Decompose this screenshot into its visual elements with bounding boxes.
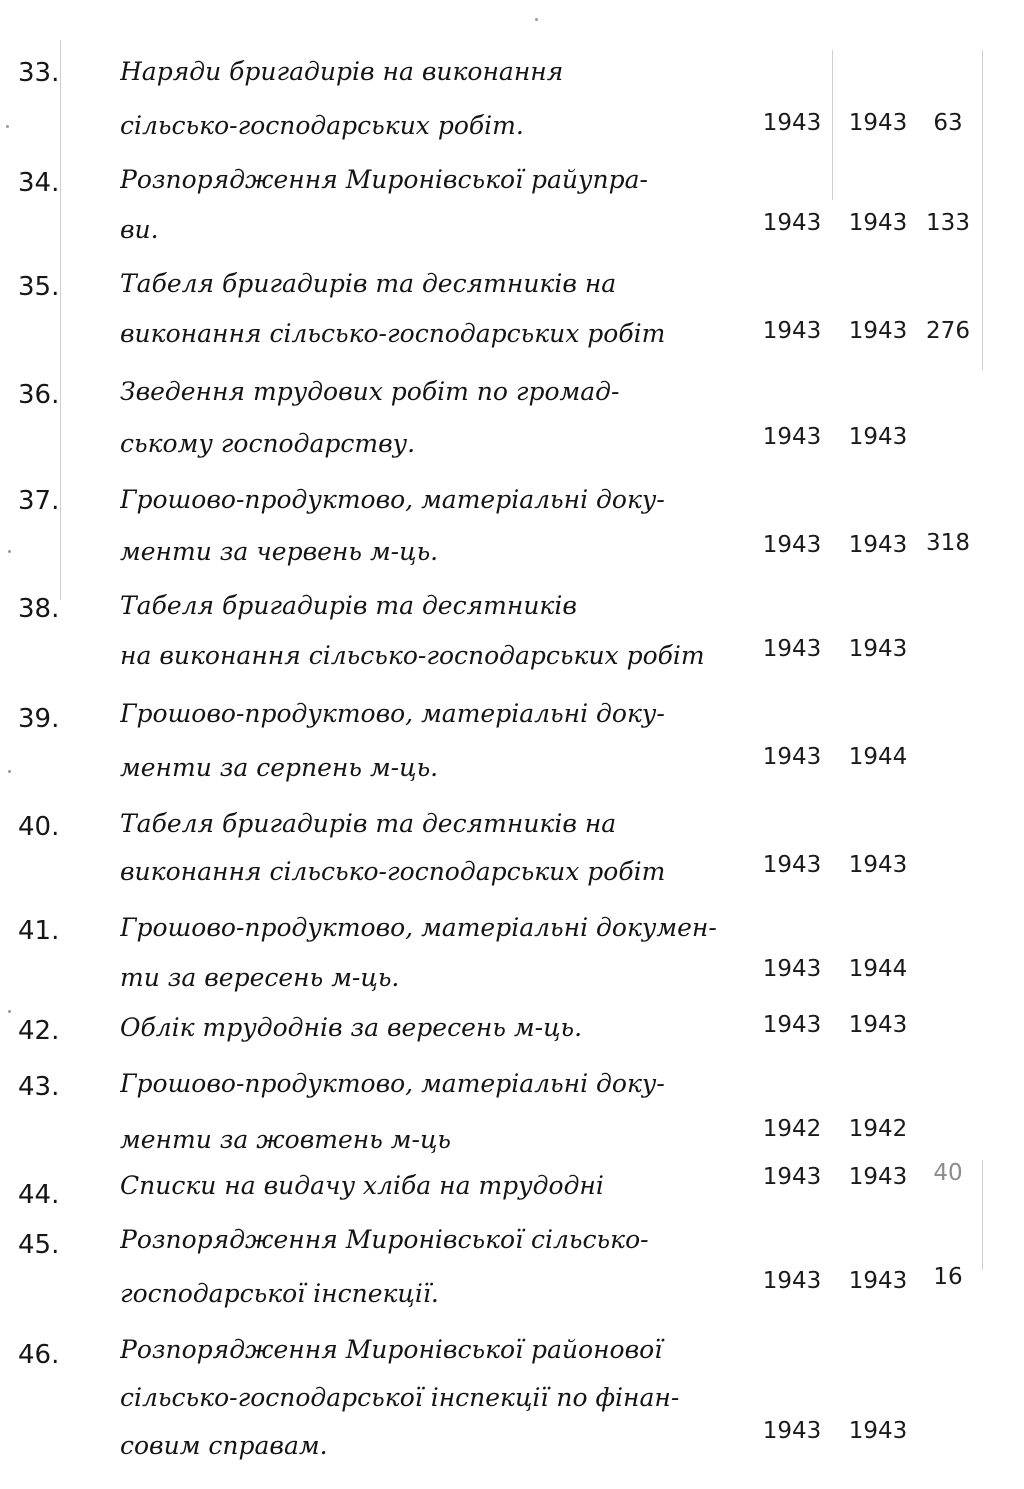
year-end: 1944 <box>848 956 908 982</box>
page-count-pencil: 40 <box>933 1160 963 1186</box>
entry-title-line: Грошово-продуктово, матеріальні доку- <box>120 699 665 728</box>
entry-title-line: сільсько-господарської інспекції по фінан- <box>120 1383 680 1412</box>
year-start: 1942 <box>762 1116 822 1142</box>
year-start: 1943 <box>762 636 822 662</box>
scan-speck <box>6 125 9 128</box>
entry-title-line: виконання сільсько-господарських робіт <box>120 857 666 886</box>
page-count: 63 <box>933 110 963 136</box>
entry-title-line: менти за жовтень м-ць <box>120 1125 452 1154</box>
entry-number: 38. <box>18 594 60 624</box>
entry-title-line: виконання сільсько-господарських робіт <box>120 319 666 348</box>
entry-title-line: Грошово-продуктово, матеріальні доку- <box>120 485 665 514</box>
entry-number: 37. <box>18 486 60 516</box>
entry-title-line: Облік трудоднів за вересень м-ць. <box>120 1013 583 1042</box>
entry-number: 42. <box>18 1016 60 1046</box>
year-start: 1943 <box>762 318 822 344</box>
entry-title-line: ти за вересень м-ць. <box>120 963 400 992</box>
year-end: 1943 <box>848 532 908 558</box>
year-end: 1943 <box>848 1268 908 1294</box>
year-start: 1943 <box>762 1012 822 1038</box>
entry-number: 40. <box>18 812 60 842</box>
page-count: 318 <box>926 530 970 556</box>
year-start: 1943 <box>762 852 822 878</box>
entry-number: 41. <box>18 916 60 946</box>
entry-title-line: Зведення трудових робіт по громад- <box>120 377 620 406</box>
year-end: 1943 <box>848 1164 908 1190</box>
year-end: 1943 <box>848 318 908 344</box>
page-count: 276 <box>926 318 970 344</box>
entry-title-line: Табеля бригадирів та десятників <box>120 591 577 620</box>
year-end: 1943 <box>848 852 908 878</box>
entry-title-line: Розпорядження Миронівської сільсько- <box>120 1225 649 1254</box>
year-start: 1943 <box>762 210 822 236</box>
year-start: 1943 <box>762 532 822 558</box>
right-column-rule <box>982 50 983 370</box>
year-start: 1943 <box>762 1418 822 1444</box>
entry-number: 44. <box>18 1180 60 1210</box>
entry-title-line: Грошово-продуктово, матеріальні докумен- <box>120 913 717 942</box>
entry-title-line: Грошово-продуктово, матеріальні доку- <box>120 1069 665 1098</box>
year-end: 1943 <box>848 110 908 136</box>
entry-title-line: менти за червень м-ць. <box>120 537 439 566</box>
page-count: 133 <box>926 210 970 236</box>
entry-title-line: господарської інспекції. <box>120 1279 439 1308</box>
year-start: 1943 <box>762 1268 822 1294</box>
year-end: 1944 <box>848 744 908 770</box>
entry-number: 39. <box>18 704 60 734</box>
year-end: 1943 <box>848 1012 908 1038</box>
entry-title-line: менти за серпень м-ць. <box>120 753 439 782</box>
entry-number: 33. <box>18 58 60 88</box>
year-start: 1943 <box>762 1164 822 1190</box>
entry-title-line: Списки на видачу хліба на трудодні <box>120 1171 604 1200</box>
entry-title-line: Табеля бригадирів та десятників на <box>120 269 617 298</box>
entry-number: 45. <box>18 1230 60 1260</box>
entry-title-line: сільсько-господарських робіт. <box>120 111 524 140</box>
year-start: 1943 <box>762 110 822 136</box>
entry-number: 46. <box>18 1340 60 1370</box>
year-start: 1943 <box>762 956 822 982</box>
entry-number: 34. <box>18 168 60 198</box>
entry-title-line: Табеля бригадирів та десятників на <box>120 809 617 838</box>
entry-title-line: ви. <box>120 215 159 244</box>
year-end: 1943 <box>848 1418 908 1444</box>
year-start: 1943 <box>762 744 822 770</box>
scan-speck <box>8 770 11 773</box>
right-column-rule-lower <box>982 1160 983 1270</box>
entry-number: 35. <box>18 272 60 302</box>
year-start: 1943 <box>762 424 822 450</box>
entry-title-line: Наряди бригадирів на виконання <box>120 57 564 86</box>
entry-title-line: совим справам. <box>120 1431 328 1460</box>
year-end: 1942 <box>848 1116 908 1142</box>
left-margin-rule <box>60 40 61 600</box>
year-end: 1943 <box>848 424 908 450</box>
entry-title-line: Розпорядження Миронівської районової <box>120 1335 663 1364</box>
entry-title-line: Розпорядження Миронівської райупра- <box>120 165 648 194</box>
entry-title-line: на виконання сільсько-господарських робіт <box>120 641 705 670</box>
page-count: 16 <box>933 1264 963 1290</box>
scan-speck <box>8 550 11 553</box>
entry-number: 43. <box>18 1072 60 1102</box>
scan-speck <box>535 18 538 21</box>
year-end: 1943 <box>848 210 908 236</box>
count-column-rule <box>832 50 833 200</box>
entry-title-line: ському господарству. <box>120 429 416 458</box>
entry-number: 36. <box>18 380 60 410</box>
year-end: 1943 <box>848 636 908 662</box>
scan-speck <box>8 1010 11 1013</box>
